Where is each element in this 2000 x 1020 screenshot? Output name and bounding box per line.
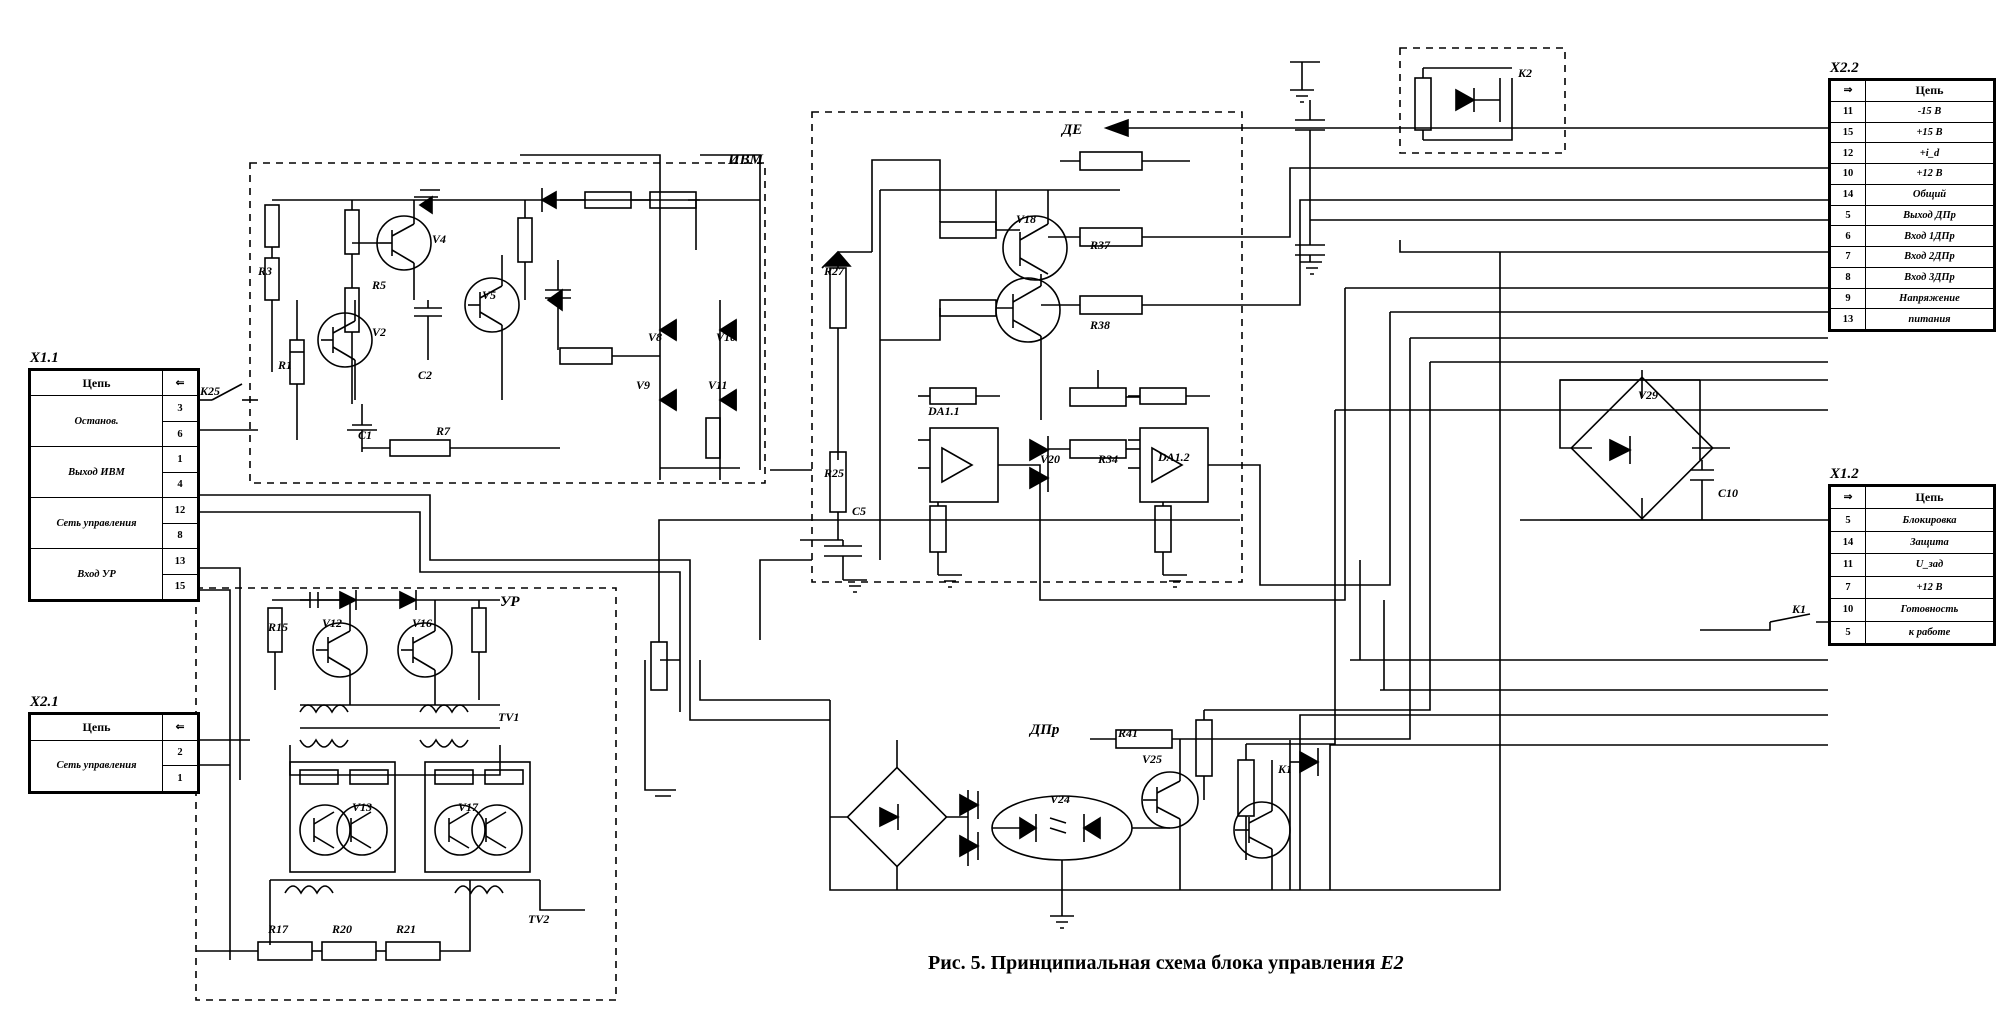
connector-x12-pin: 7: [1831, 576, 1866, 598]
connector-x11-pin: 1: [163, 447, 198, 472]
connector-x22-pin: 8: [1831, 267, 1866, 288]
connector-x22-title: X2.2: [1830, 60, 1859, 76]
component-label-v25: V25: [1142, 752, 1163, 766]
connector-x12-row-label: +12 В: [1866, 576, 1994, 598]
connector-x21-pin: 2: [163, 740, 198, 766]
connector-x12-pin: 14: [1831, 531, 1866, 553]
component-label-v4: V4: [432, 232, 447, 246]
connector-x22-pin: 5: [1831, 205, 1866, 226]
component-label-v9: V9: [636, 378, 651, 392]
connector-x22-pin: 15: [1831, 122, 1866, 143]
connector-x11-header-cepb: Цепь: [31, 371, 163, 396]
component-label-k1-right: K1: [1792, 602, 1807, 616]
connector-x22-pin: 11: [1831, 101, 1866, 122]
connector-x21-direction-arrow: ⇐: [163, 715, 198, 741]
component-label-v5: V5: [482, 288, 497, 302]
component-label-v29: V29: [1638, 388, 1659, 402]
component-label-v11: V11: [708, 378, 728, 392]
figure-caption-ref: E2: [1380, 952, 1404, 974]
connector-x22-pin: 9: [1831, 288, 1866, 309]
component-label-r37: R37: [1090, 238, 1111, 252]
connector-x12-row-label: Блокировка: [1866, 509, 1994, 531]
connector-x12-pin: 10: [1831, 599, 1866, 621]
connector-x11-pin: 15: [163, 574, 198, 600]
component-label-tv1: TV1: [498, 710, 520, 724]
connector-x11-pin: 4: [163, 472, 198, 497]
connector-x12-pin: 5: [1831, 621, 1866, 643]
connector-x22-pin: 14: [1831, 184, 1866, 205]
component-label-r7: R7: [436, 424, 451, 438]
connector-x11-pin: 3: [163, 396, 198, 421]
component-label-r20: R20: [332, 922, 353, 936]
component-label-tv2: TV2: [528, 912, 550, 926]
component-label-r27: R27: [824, 264, 845, 278]
component-label-r17: R17: [268, 922, 289, 936]
component-label-r1: R1: [278, 358, 293, 372]
block-label-de: ДЕ: [1062, 122, 1083, 138]
connector-x12: [1828, 466, 1996, 646]
component-label-r34: R34: [1098, 452, 1119, 466]
component-label-v13: V13: [352, 800, 373, 814]
connector-x12-row-label: к работе: [1866, 621, 1994, 643]
connector-x12-header-cepb: Цепь: [1866, 487, 1994, 509]
connector-x22-row-label: Напряжение: [1866, 288, 1994, 309]
connector-x22-pin: 13: [1831, 309, 1866, 330]
component-label-c10: C10: [1718, 486, 1739, 500]
connector-x11-pin: 12: [163, 498, 198, 523]
block-label-ivm: ИВМ: [728, 152, 764, 168]
connector-x22-row-label: Вход 3ДПр: [1866, 267, 1994, 288]
connector-x12-row-label: Готовность: [1866, 599, 1994, 621]
block-label-dpr: ДПр: [1030, 722, 1060, 738]
figure-caption-text: Рис. 5. Принципиальная схема блока управления: [928, 952, 1376, 974]
connector-x22-row-label: +15 В: [1866, 122, 1994, 143]
connector-x22-row-label: +12 В: [1866, 164, 1994, 185]
connector-x11-row-label-1: Выход ИВМ: [31, 447, 163, 498]
component-label-v17: V17: [458, 800, 479, 814]
component-label-r3: R3: [258, 264, 273, 278]
component-label-v10: V10: [716, 330, 737, 344]
connector-x12-direction-arrow: ⇒: [1831, 487, 1866, 509]
connector-x22-row-label: Выход ДПр: [1866, 205, 1994, 226]
connector-x12-pin: 11: [1831, 554, 1866, 576]
connector-x22-direction-arrow: ⇒: [1831, 81, 1866, 102]
component-label-r25: R25: [824, 466, 845, 480]
connector-x22-row-label: питания: [1866, 309, 1994, 330]
connector-x22-row-label: +i_d: [1866, 143, 1994, 164]
connector-x11-pin: 13: [163, 549, 198, 574]
block-label-ur: УР: [500, 594, 520, 610]
component-label-c2: C2: [418, 368, 433, 382]
connector-x12-title: X1.2: [1830, 466, 1859, 482]
component-label-k25: K25: [200, 384, 221, 398]
connector-x22-pin: 12: [1831, 143, 1866, 164]
connector-x22-pin: 10: [1831, 164, 1866, 185]
connector-x22-row-label: Вход 1ДПр: [1866, 226, 1994, 247]
connector-x21-row-label-0: Сеть управления: [31, 740, 163, 791]
connector-x22-header-cepb: Цепь: [1866, 81, 1994, 102]
component-label-r21: R21: [396, 922, 417, 936]
component-label-k1-dpr: K1: [1278, 762, 1293, 776]
component-label-k2: K2: [1518, 66, 1533, 80]
connector-x12-row-label: U_зад: [1866, 554, 1994, 576]
component-label-da12: DA1.2: [1158, 450, 1190, 464]
connector-x11-row-label-3: Вход УР: [31, 549, 163, 600]
component-label-v24: V24: [1050, 792, 1071, 806]
component-label-r38: R38: [1090, 318, 1111, 332]
connector-x11-title: X1.1: [30, 350, 59, 366]
connector-x22-pin: 6: [1831, 226, 1866, 247]
connector-x12-pin: 5: [1831, 509, 1866, 531]
connector-x11-direction-arrow: ⇐: [163, 371, 198, 396]
connector-x22-row-label: Общий: [1866, 184, 1994, 205]
connector-x21-header-cepb: Цепь: [31, 715, 163, 741]
component-label-r15: R15: [268, 620, 289, 634]
component-label-r5: R5: [372, 278, 387, 292]
connector-x12-row-label: Защита: [1866, 531, 1994, 553]
component-label-da11: DA1.1: [928, 404, 960, 418]
connector-x11-pin: 8: [163, 523, 198, 548]
connector-x21-title: X2.1: [30, 694, 59, 710]
component-label-c1: C1: [358, 428, 373, 442]
connector-x21: [28, 694, 200, 794]
component-label-v12: V12: [322, 616, 343, 630]
connector-x22-row-label: Вход 2ДПр: [1866, 247, 1994, 268]
connector-x22-pin: 7: [1831, 247, 1866, 268]
component-label-v16: V16: [412, 616, 433, 630]
connector-x22-row-label: -15 В: [1866, 101, 1994, 122]
component-label-v20: V20: [1040, 452, 1061, 466]
connector-x11-row-label-2: Сеть управления: [31, 498, 163, 549]
figure-caption: [928, 952, 1404, 975]
connector-x22: [1828, 60, 1996, 332]
component-label-r41: R41: [1118, 726, 1139, 740]
connector-x11: [28, 350, 200, 602]
connector-x11-pin: 6: [163, 421, 198, 446]
component-label-v18: V18: [1016, 212, 1037, 226]
component-label-v8: V8: [648, 330, 663, 344]
connector-x11-row-label-0: Останов.: [31, 396, 163, 447]
connector-x21-pin: 1: [163, 766, 198, 792]
component-label-v2: V2: [372, 325, 387, 339]
component-label-c5: C5: [852, 504, 867, 518]
